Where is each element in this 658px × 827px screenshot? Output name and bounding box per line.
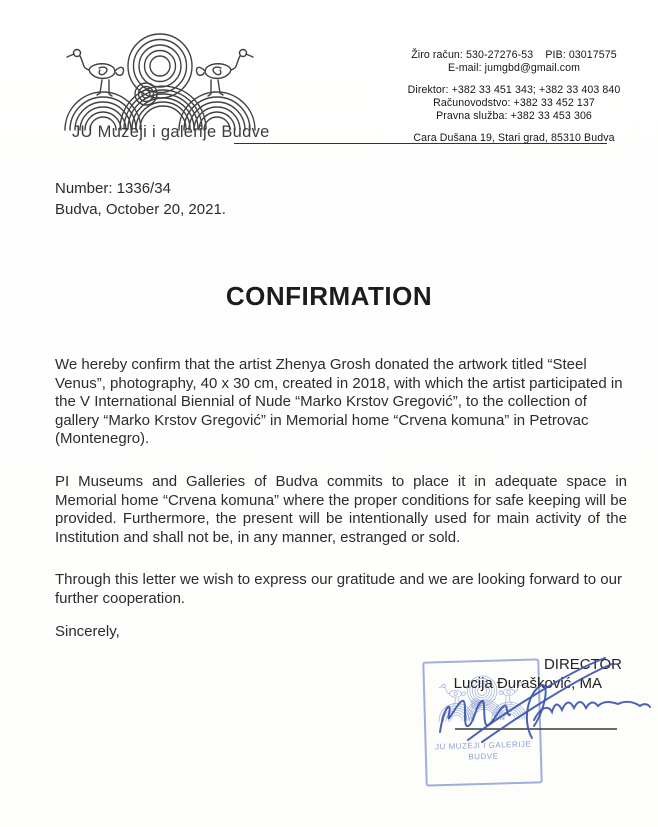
contact-phone-accounting: Računovodstvo: +382 33 452 137 xyxy=(433,97,595,109)
letter-body xyxy=(55,356,627,641)
contact-phone-legal: Pravna služba: +382 33 453 306 xyxy=(436,110,592,122)
doc-meta xyxy=(55,179,226,220)
org-name: JU Muzeji i galerije Budve xyxy=(72,123,270,141)
director-name: Lucija Đurašković, MA xyxy=(453,675,602,692)
paragraph-gratitude: Through this letter we wish to express our gratitude and we are looking forward to our further cooperation. xyxy=(55,571,622,607)
paragraph-commitment: PI Museums and Galleries of Budva commits to place it in adequate space in Memorial home “Crvena komuna” where the proper conditions for safe keeping will be provided. Furthermore, the present will be intentionally used for main activity of the Institution and shall not be, in any manner, estranged or sold. xyxy=(55,472,627,546)
paragraph-donation: We hereby confirm that the artist Zhenya Grosh donated the artwork titled “Steel Venus”, photography, 40 x 30 cm, created in 2018, with which the artist participated in the V International Biennial of Nude “Marko Krstov Gregović”, to the collection of gallery “Marko Krstov Gregović” in Memorial home “Crvena komuna” in Petrovac (Montenegro). xyxy=(55,356,623,448)
contact-address: Cara Dušana 19, Stari grad, 85310 Budva xyxy=(413,132,615,144)
contact-block xyxy=(380,49,648,145)
closing-line: Sincerely, xyxy=(55,622,120,640)
doc-number: Number: 1336/34 xyxy=(55,180,171,197)
contact-account-line: Žiro račun: 530-27276-53 PIB: 03017575 xyxy=(411,49,617,61)
stamp-text-line1: JU MUZEJI I GALERIJE xyxy=(434,739,532,752)
contact-phone-director: Direktor: +382 33 451 343; +382 33 403 840 xyxy=(407,84,621,96)
page-title: CONFIRMATION xyxy=(225,281,433,311)
signature-ink xyxy=(428,646,658,752)
stamp-text-line2: BUDVE xyxy=(468,751,499,762)
director-role: DIRECTOR xyxy=(543,656,622,673)
contact-email-line: E-mail: jumgbd@gmail.com xyxy=(447,62,581,74)
doc-date: Budva, October 20, 2021. xyxy=(55,200,226,218)
